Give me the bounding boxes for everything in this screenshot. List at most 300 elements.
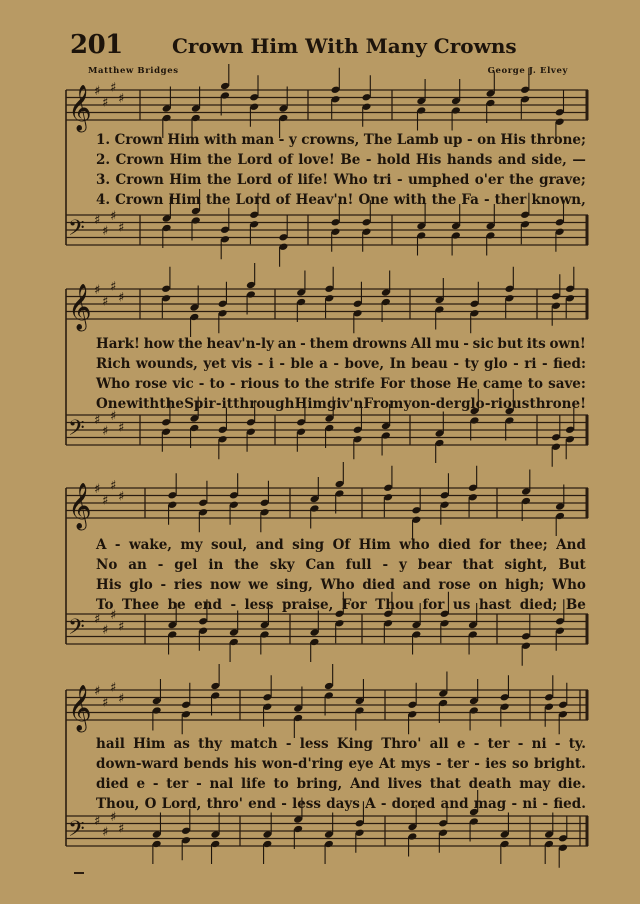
lyric-line [96, 151, 586, 169]
sharp-icon: ♯ [110, 810, 117, 825]
lyric-syllable: died [96, 776, 129, 792]
sharp-icon: ♯ [118, 290, 125, 306]
lyric-syllable: won-d'ring [262, 756, 344, 772]
lyric-syllable: vic [172, 376, 194, 392]
treble-clef-icon: 𝄞 [68, 84, 92, 131]
sharp-icon: ♯ [118, 691, 125, 707]
lyric-syllable: how [143, 336, 175, 352]
lyric-syllable: Lord [236, 172, 272, 188]
lyric-syllable: Crown [114, 132, 163, 148]
lyric-syllable: it [221, 396, 233, 412]
lyric-line [96, 596, 586, 614]
lyric-syllable: to [273, 776, 289, 792]
lyric-syllable: sight, [504, 557, 548, 573]
sharp-icon: ♯ [110, 409, 117, 424]
lyric-syllable: the [206, 172, 232, 188]
lyric-syllable: Lord [235, 192, 271, 208]
sharp-icon: ♯ [102, 95, 109, 111]
lyric-syllable: died [438, 537, 471, 553]
lyric-syllable: For [341, 597, 367, 613]
sharp-icon: ♯ [110, 209, 117, 224]
lyric-syllable: the [177, 336, 203, 352]
lyric-syllable: strife [334, 376, 375, 392]
lyric-syllable: an [277, 336, 297, 352]
lyric-syllable: And [556, 537, 586, 553]
lyric-syllable: now [210, 577, 241, 593]
lyric-syllable: came [482, 376, 523, 392]
lyric-syllable: ries [173, 577, 203, 593]
lyric-syllable: and [255, 537, 284, 553]
lyric-syllable: All [410, 336, 432, 352]
lyric-syllable: lives [387, 776, 422, 792]
lyric-syllable: A [365, 796, 376, 812]
lyric-syllable: - [435, 756, 442, 772]
lyric-syllable: - [513, 356, 519, 372]
lyric-syllable: mag [473, 796, 507, 812]
lyric-syllable: all [429, 736, 449, 752]
lyric-syllable: - [281, 796, 287, 812]
lyric-syllable: - [483, 192, 490, 208]
lyric-syllable: be [167, 597, 186, 613]
sharp-icon: ♯ [94, 482, 101, 497]
sharp-icon: ♯ [94, 684, 101, 699]
lyric-syllable: heav'n-ly [206, 336, 274, 352]
lyric-syllable: rose [135, 376, 168, 392]
lyric-syllable: - [466, 132, 473, 148]
lyric-syllable: - [285, 736, 292, 752]
sharp-icon: ♯ [118, 821, 125, 837]
lyric-syllable: died [362, 577, 395, 593]
lyric-syllable: ni [531, 736, 547, 752]
lyric-syllable: sing [292, 537, 325, 553]
lyric-syllable: beau [411, 356, 448, 372]
lyric-syllable: - [541, 356, 548, 372]
lyric-syllable: umphed [407, 172, 470, 188]
lyric-syllable: Of [332, 537, 351, 553]
lyric-syllable: Lord, [161, 796, 202, 812]
lyric-syllable: - [196, 776, 202, 792]
lyric-syllable: - [474, 756, 480, 772]
lyric-line [96, 171, 586, 189]
lyric-syllable: that [462, 557, 494, 573]
lyric-syllable: Thou, [96, 796, 140, 812]
lyric-syllable: - [382, 557, 389, 573]
lyric-syllable: Crown [115, 172, 164, 188]
lyric-syllable: and [497, 152, 526, 168]
lyric-syllable: - [157, 557, 164, 573]
lyric-syllable: grave; [539, 172, 586, 188]
lyric-syllable: nal [209, 776, 234, 792]
lyric-syllable: rious [490, 396, 530, 412]
lyric-syllable: crowns, [301, 132, 360, 148]
lyric-syllable: tri [373, 172, 392, 188]
lyric-syllable: - [365, 152, 372, 168]
lyric-syllable: King [336, 736, 373, 752]
lyric-syllable: e [456, 736, 466, 752]
lyric-syllable: And [350, 776, 380, 792]
lyric-syllable: glo [129, 577, 153, 593]
lyric-syllable: Heav'n! [295, 192, 354, 208]
hymn-title: Crown Him With Many Crowns [172, 34, 517, 58]
lyric-syllable: with [126, 396, 160, 412]
sharp-icon: ♯ [110, 80, 117, 96]
lyric-syllable: Lamb [396, 132, 439, 148]
lyric-syllable: life! [297, 172, 329, 188]
lyric-syllable: Thro' [381, 736, 422, 752]
lyric-syllable: as [173, 736, 190, 752]
sharp-icon: ♯ [110, 680, 117, 696]
lyric-line [96, 536, 586, 554]
lyric-syllable: less [292, 796, 321, 812]
lyric-syllable: drowns [352, 336, 407, 352]
sharp-icon: ♯ [102, 623, 109, 638]
page-mark [74, 872, 84, 874]
lyric-syllable: No [96, 557, 118, 573]
lyric-syllable: — [572, 152, 586, 168]
lyric-syllable: O [144, 796, 157, 812]
lyric-syllable: His [415, 152, 442, 168]
lyric-syllable: ni [522, 796, 538, 812]
lyric-syllable: the [234, 557, 259, 573]
lyric-line [96, 191, 586, 209]
lyric-syllable: glo [484, 356, 508, 372]
lyric-syllable: Who [551, 577, 586, 593]
lyric-syllable: vis [231, 356, 253, 372]
lyric-line [96, 576, 586, 594]
lyric-syllable: y [288, 132, 297, 148]
lyric-syllable: At [378, 756, 396, 772]
lyric-syllable: - [152, 776, 159, 792]
lyric-syllable: Him [358, 537, 391, 553]
lyric-line [96, 795, 586, 813]
lyric-syllable: The [363, 132, 393, 148]
lyric-syllable: ty. [568, 736, 586, 752]
lyric-syllable: the [431, 192, 457, 208]
lyric-syllable: bright. [534, 756, 586, 772]
lyric-syllable: Him [168, 192, 201, 208]
sharp-icon: ♯ [94, 412, 101, 428]
lyric-syllable: dored [391, 796, 436, 812]
sharp-icon: ♯ [94, 84, 101, 99]
sharp-icon: ♯ [102, 424, 109, 439]
lyric-syllable: on [478, 577, 498, 593]
music-system [0, 55, 640, 285]
lyric-syllable: we [248, 577, 269, 593]
sharp-icon: ♯ [118, 619, 125, 635]
lyric-syllable: bove, [344, 356, 385, 372]
lyric-syllable: - [279, 356, 285, 372]
lyric-syllable: Thou [375, 597, 414, 613]
lyric-syllable: 3. [96, 172, 111, 188]
lyric-syllable: less [299, 736, 329, 752]
lyric-line [96, 556, 586, 574]
lyric-syllable: to [527, 376, 543, 392]
lyric-syllable: wake, [128, 537, 172, 553]
lyric-syllable: for [479, 537, 502, 553]
bass-clef-icon: 𝄢 [68, 416, 85, 446]
lyric-syllable: hands [446, 152, 493, 168]
lyric-syllable: ter [446, 756, 469, 772]
lyric-line [96, 355, 586, 373]
lyric-syllable: of [275, 192, 291, 208]
lyric-syllable: down-ward [96, 756, 179, 772]
lyric-syllable: throne; [530, 132, 586, 148]
lyric-syllable: - [230, 597, 237, 613]
lyric-syllable: in [208, 557, 224, 573]
lyric-line [96, 775, 586, 793]
lyric-syllable: soul, [211, 537, 248, 553]
composer-credit: George J. Elvey [487, 66, 568, 76]
lyric-syllable: the [207, 152, 232, 168]
lyric-syllable: bends [183, 756, 229, 772]
lyric-syllable: hast [478, 597, 512, 613]
lyric-syllable: - [511, 796, 518, 812]
lyric-syllable: hail [96, 736, 125, 752]
lyric-syllable: die. [558, 776, 586, 792]
lyric-syllable: ri [524, 356, 537, 372]
lyric-syllable: - [229, 376, 236, 392]
lyric-syllable: - [198, 376, 205, 392]
lyric-syllable: Crown [115, 192, 164, 208]
lyric-syllable: less [244, 597, 274, 613]
lyric-syllable: Rich [96, 356, 131, 372]
lyric-syllable: Him [169, 172, 202, 188]
lyric-syllable: his [234, 756, 257, 772]
sharp-icon: ♯ [102, 695, 109, 711]
lyric-syllable: thee; [509, 537, 548, 553]
lyric-syllable: glo [461, 396, 485, 412]
lyric-syllable: Him [133, 736, 166, 752]
lyric-syllable: Crown [115, 152, 164, 168]
lyric-syllable: and [440, 796, 469, 812]
lyric-syllable: - [554, 736, 561, 752]
sharp-icon: ♯ [102, 294, 109, 310]
lyric-syllable: with [204, 132, 237, 148]
lyric-syllable: them [309, 336, 349, 352]
lyric-syllable: for [422, 597, 445, 613]
lyric-syllable: Can [305, 557, 335, 573]
lyric-syllable: death [468, 776, 512, 792]
lyric-syllable: to [209, 376, 225, 392]
lyric-syllable: - [396, 172, 403, 188]
lyric-syllable: own! [549, 336, 586, 352]
lyric-syllable: the [205, 192, 231, 208]
lyric-syllable: From [363, 396, 404, 412]
lyric-syllable: His [500, 132, 526, 148]
lyric-syllable: end [194, 597, 222, 613]
lyric-syllable: and [402, 577, 431, 593]
sharp-icon: ♯ [102, 224, 109, 239]
lyric-line [96, 735, 586, 753]
lyric-syllable: us [452, 597, 471, 613]
lyric-syllable: match [230, 736, 278, 752]
lyric-syllable: thro' [206, 796, 243, 812]
lyric-syllable: - [453, 356, 459, 372]
lyric-syllable: up [443, 132, 463, 148]
lyric-syllable: days [326, 796, 360, 812]
lyric-syllable: so [512, 756, 529, 772]
lyric-syllable: ty [464, 356, 479, 372]
lyric-syllable: bear [417, 557, 452, 573]
lyric-syllable: For [379, 376, 405, 392]
lyric-syllable: love! [298, 152, 335, 168]
lyric-syllable: fied: [553, 356, 586, 372]
lyric-syllable: rose [438, 577, 471, 593]
lyric-syllable: yon-der [403, 396, 461, 412]
sharp-icon: ♯ [102, 825, 109, 840]
lyric-syllable: that [429, 776, 461, 792]
lyric-line [96, 395, 586, 413]
sharp-icon: ♯ [118, 489, 125, 505]
lyric-syllable: - [484, 396, 491, 412]
bass-clef-icon: 𝄢 [68, 615, 85, 645]
lyric-syllable: died; [519, 597, 558, 613]
lyric-syllable: Him [167, 132, 200, 148]
sharp-icon: ♯ [110, 279, 117, 295]
lyric-syllable: praise, [281, 597, 334, 613]
lyric-syllable: o'er [474, 172, 504, 188]
bass-clef-icon: 𝄢 [68, 817, 85, 847]
lyric-syllable: its [526, 336, 546, 352]
lyric-syllable: Who [333, 172, 368, 188]
lyric-syllable: 1. [96, 132, 111, 148]
lyric-syllable: life [241, 776, 266, 792]
lyric-syllable: - [278, 132, 285, 148]
lyric-syllable: One [358, 192, 389, 208]
lyric-syllable: His [96, 577, 122, 593]
lyric-syllable: gel [174, 557, 198, 573]
lyric-syllable: - [215, 396, 222, 412]
lyric-syllable: man [241, 132, 275, 148]
lyric-syllable: sky [269, 557, 295, 573]
sharp-icon: ♯ [102, 493, 109, 509]
lyric-syllable: - [517, 736, 524, 752]
author-credit: Matthew Bridges [88, 66, 179, 76]
lyric-syllable: A [96, 537, 107, 553]
sharp-icon: ♯ [94, 813, 101, 829]
lyric-syllable: Hark! [96, 336, 140, 352]
sharp-icon: ♯ [118, 91, 125, 107]
lyric-syllable: ter [487, 736, 510, 752]
lyric-syllable: an [128, 557, 147, 573]
sharp-icon: ♯ [94, 283, 101, 298]
lyric-syllable: bring, [296, 776, 343, 792]
lyric-syllable: of [277, 152, 293, 168]
lyric-syllable: hold [376, 152, 411, 168]
lyric-syllable: mys [400, 756, 431, 772]
treble-clef-icon: 𝄞 [68, 684, 92, 731]
lyric-syllable: Who [320, 577, 355, 593]
lyric-syllable: mu [435, 336, 460, 352]
lyric-syllable: sic [472, 336, 494, 352]
lyric-syllable: the [159, 396, 184, 412]
lyric-syllable: But [558, 557, 586, 573]
lyric-syllable: Spir [184, 396, 216, 412]
lyric-syllable: side, [531, 152, 567, 168]
lyric-syllable: y [398, 557, 407, 573]
lyric-syllable: - [380, 796, 387, 812]
lyric-syllable: e [136, 776, 146, 792]
lyric-syllable: Him [169, 152, 202, 168]
lyric-syllable: - [542, 796, 549, 812]
lyric-syllable: - [300, 336, 306, 352]
lyric-syllable: throne! [529, 396, 586, 412]
sharp-icon: ♯ [94, 212, 101, 228]
lyric-syllable: ther [494, 192, 527, 208]
lyric-syllable: of [277, 172, 293, 188]
lyric-syllable: known, [531, 192, 586, 208]
lyric-syllable: ter [166, 776, 189, 792]
lyric-syllable: Fa [461, 192, 479, 208]
lyric-syllable: eye [348, 756, 374, 772]
lyric-syllable: 4. [96, 192, 111, 208]
lyric-syllable: who [399, 537, 430, 553]
lyric-syllable: ble [290, 356, 314, 372]
sharp-icon: ♯ [118, 220, 125, 236]
lyric-syllable: One [96, 396, 127, 412]
lyric-syllable: thy [198, 736, 223, 752]
lyric-syllable: To [96, 597, 114, 613]
sharp-icon: ♯ [118, 420, 125, 436]
lyric-syllable: save: [548, 376, 586, 392]
lyric-syllable: Who [96, 376, 130, 392]
sharp-icon: ♯ [110, 478, 117, 494]
treble-clef-icon: 𝄞 [68, 482, 92, 529]
lyric-syllable: - [333, 356, 340, 372]
sharp-icon: ♯ [110, 608, 117, 623]
lyric-syllable: - [114, 537, 121, 553]
lyric-syllable: wounds, [135, 356, 198, 372]
lyric-syllable: i [268, 356, 274, 372]
lyric-syllable: 2. [96, 152, 111, 168]
hymn-number: 201 [70, 30, 123, 60]
lyric-syllable: but [497, 336, 523, 352]
sharp-icon: ♯ [94, 611, 101, 627]
lyric-syllable: fied. [553, 796, 586, 812]
lyric-syllable: He [456, 376, 478, 392]
lyric-syllable: those [410, 376, 452, 392]
lyric-line [96, 335, 586, 353]
lyric-syllable: yet [203, 356, 227, 372]
lyric-line [96, 131, 586, 149]
lyric-syllable: high; [505, 577, 545, 593]
lyric-syllable: - [160, 577, 167, 593]
lyric-syllable: with [393, 192, 427, 208]
lyric-syllable: In [389, 356, 406, 372]
treble-clef-icon: 𝄞 [68, 283, 92, 330]
lyric-syllable: full [345, 557, 372, 573]
lyric-syllable: rious [240, 376, 280, 392]
lyric-syllable: ies [485, 756, 507, 772]
lyric-syllable: to [284, 376, 300, 392]
lyric-syllable: the [304, 376, 330, 392]
lyric-syllable: through [233, 396, 295, 412]
lyric-syllable: - [473, 736, 480, 752]
lyric-syllable: the [509, 172, 534, 188]
lyric-syllable: sing, [276, 577, 313, 593]
lyric-syllable: Thee [122, 597, 160, 613]
lyric-syllable: - [257, 356, 264, 372]
bass-clef-icon: 𝄢 [68, 216, 85, 246]
lyric-syllable: Lord [237, 152, 273, 168]
lyric-syllable: may [519, 776, 551, 792]
lyric-syllable: giv'n [326, 396, 364, 412]
lyric-syllable: - [463, 336, 469, 352]
lyric-syllable: Be [565, 597, 586, 613]
lyric-syllable: a [319, 356, 328, 372]
lyric-syllable: Him [294, 396, 327, 412]
lyric-line [96, 755, 586, 773]
